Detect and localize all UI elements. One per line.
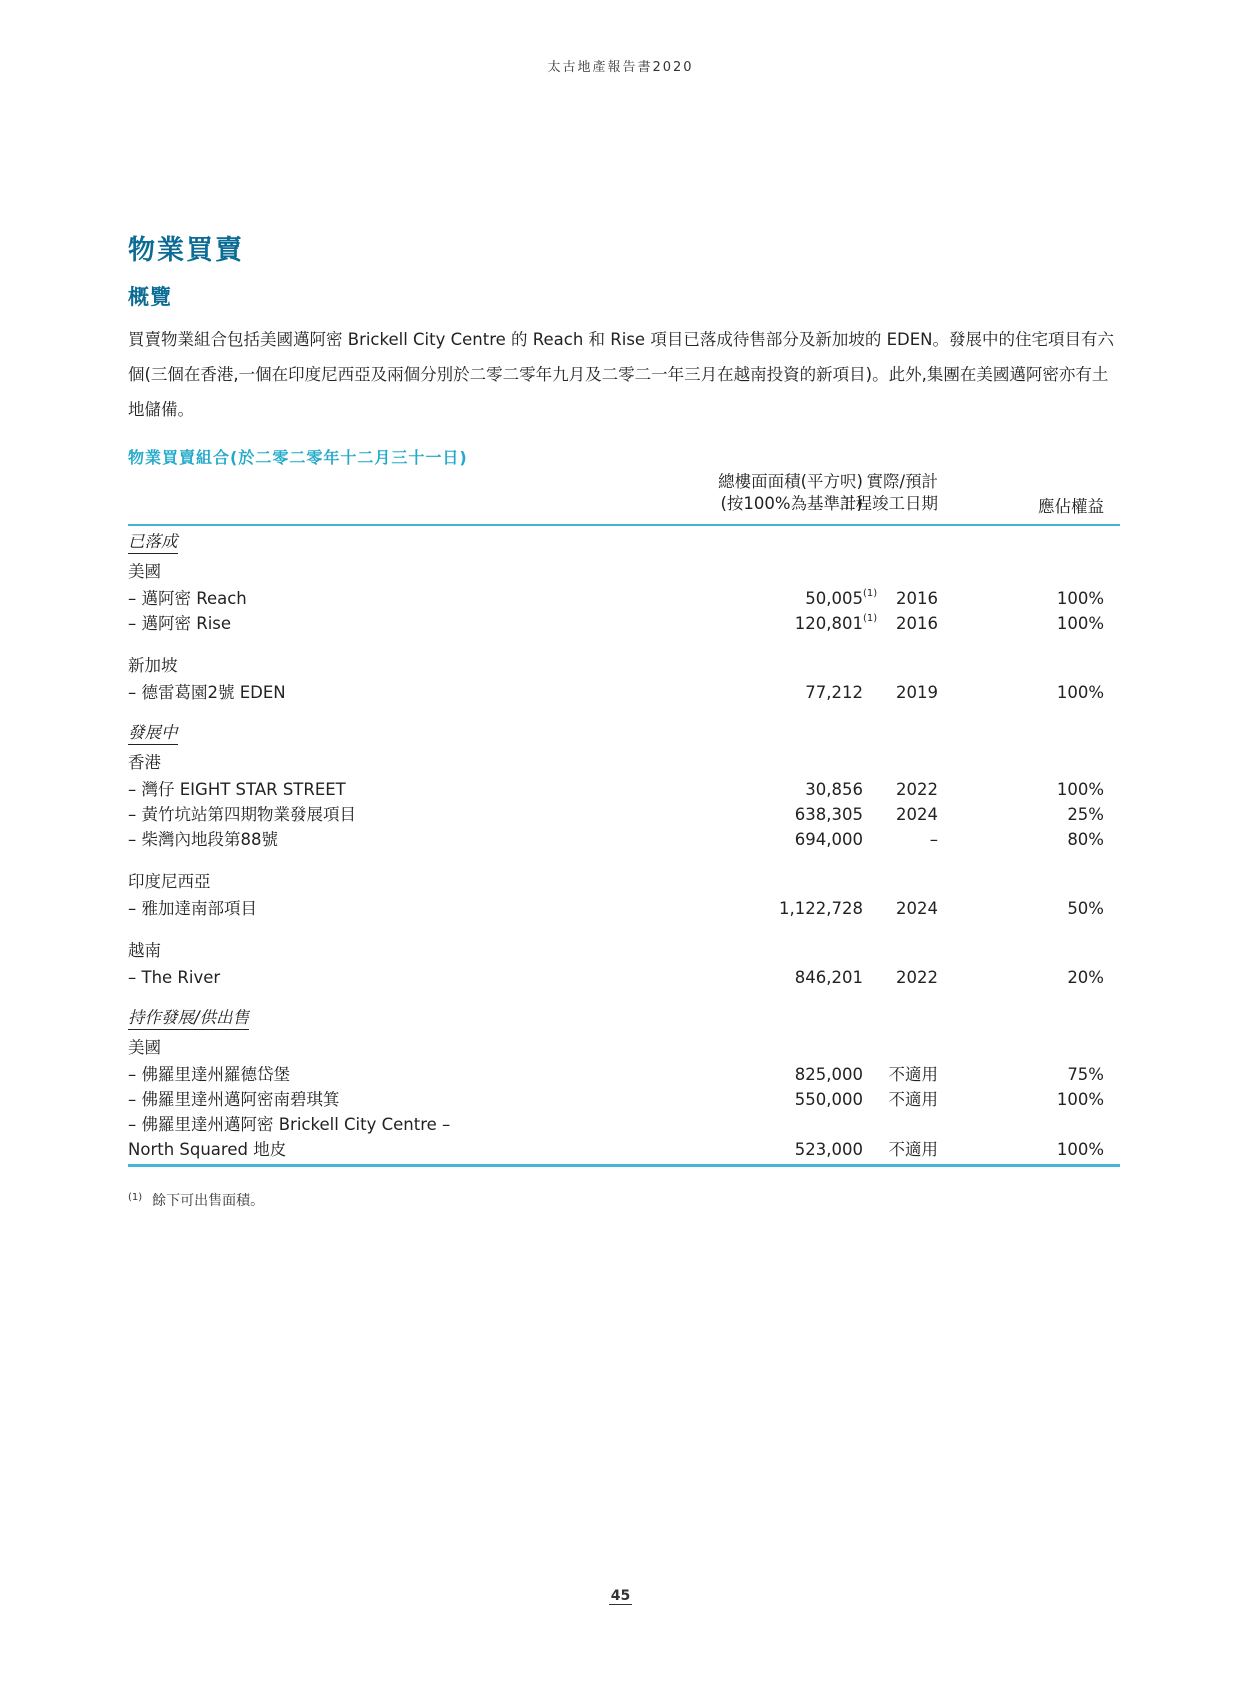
region-name: 新加坡 xyxy=(128,656,178,675)
row-gap xyxy=(128,636,1120,648)
portfolio-table xyxy=(128,471,1120,1167)
group-label-text: 持作發展/供出售 xyxy=(128,1008,249,1030)
footnote-ref: (1) xyxy=(863,613,878,624)
gross-floor-area xyxy=(795,1087,863,1112)
gross-floor-area-value: 50,005 xyxy=(805,589,863,608)
group-label xyxy=(128,526,1120,558)
table-row xyxy=(128,777,1120,802)
table-row xyxy=(128,896,1120,921)
group-label-text: 已落成 xyxy=(128,532,178,554)
gross-floor-area-value: 30,856 xyxy=(805,780,863,799)
gross-floor-area-value: 638,305 xyxy=(794,805,863,824)
completion-date: 不適用 xyxy=(888,1065,938,1084)
table-bottom-rule xyxy=(128,1164,1120,1167)
gross-floor-area-value: 550,000 xyxy=(794,1090,863,1109)
footnote-ref: (1) xyxy=(863,588,878,599)
gross-floor-area xyxy=(795,827,863,852)
completion-date: 2024 xyxy=(896,805,938,824)
gross-floor-area-value: 120,801 xyxy=(794,614,863,633)
completion-date: 2019 xyxy=(896,683,938,702)
completion-date: 不適用 xyxy=(888,1140,938,1159)
gross-floor-area-value: 846,201 xyxy=(794,968,863,987)
property-name: – 柴灣內地段第88號 xyxy=(128,830,278,849)
property-name: – 灣仔 EIGHT STAR STREET xyxy=(128,780,346,799)
property-name: – 邁阿密 Rise xyxy=(128,614,232,633)
completion-date: 2022 xyxy=(896,780,938,799)
table-row xyxy=(128,1062,1120,1087)
gross-floor-area-value: 77,212 xyxy=(805,683,863,702)
attributable-interest: 50% xyxy=(1067,899,1104,918)
property-name: – 佛羅里達州邁阿密 Brickell City Centre – North Squared 地皮 xyxy=(128,1115,451,1159)
property-name: – The River xyxy=(128,968,221,987)
property-name: – 佛羅里達州邁阿密南碧琪箕 xyxy=(128,1090,340,1109)
header-completion-date: 實際/預計 工程竣工日期 xyxy=(839,472,938,513)
completion-date: 2016 xyxy=(896,589,938,608)
group-label-text: 發展中 xyxy=(128,723,178,745)
attributable-interest: 75% xyxy=(1067,1065,1104,1084)
footnote-mark: (1) xyxy=(128,1192,143,1203)
gross-floor-area xyxy=(794,611,878,636)
gross-floor-area xyxy=(795,1062,863,1087)
footnote xyxy=(128,1190,264,1210)
attributable-interest: 20% xyxy=(1067,968,1104,987)
attributable-interest: 100% xyxy=(1056,1090,1104,1109)
table-body xyxy=(128,526,1120,1162)
property-name: – 雅加達南部項目 xyxy=(128,899,257,918)
property-name: – 黃竹坑站第四期物業發展項目 xyxy=(128,805,356,824)
region-name: 越南 xyxy=(128,941,161,960)
completion-date: 2016 xyxy=(896,614,938,633)
table-row xyxy=(128,802,1120,827)
row-gap xyxy=(128,990,1120,1002)
running-header: 太古地產報告書2020 xyxy=(547,60,694,75)
attributable-interest: 80% xyxy=(1067,830,1104,849)
region-name: 印度尼西亞 xyxy=(128,872,211,891)
attributable-interest: 25% xyxy=(1067,805,1104,824)
row-gap xyxy=(128,705,1120,717)
attributable-interest: 100% xyxy=(1056,589,1104,608)
page-number-value: 45 xyxy=(610,1588,631,1604)
region-name: 美國 xyxy=(128,1038,161,1057)
table-row xyxy=(128,965,1120,990)
attributable-interest: 100% xyxy=(1056,683,1104,702)
completion-date: 2024 xyxy=(896,899,938,918)
gross-floor-area xyxy=(805,680,863,705)
gross-floor-area xyxy=(805,777,863,802)
table-row xyxy=(128,586,1120,611)
group-label xyxy=(128,717,1120,749)
gross-floor-area xyxy=(795,802,863,827)
table-row xyxy=(128,680,1120,705)
region-name: 香港 xyxy=(128,753,161,772)
table-header xyxy=(128,471,1120,526)
group-label xyxy=(128,1002,1120,1034)
intro-paragraph: 買賣物業組合包括美國邁阿密 Brickell City Centre 的 Reach 和 Rise 項目已落成待售部分及新加坡的 EDEN。發展中的住宅項目有六個(三個在香港,一個在印度尼西亞及兩個分別於二零二零年九月及二零二一年三月在越南投資的新項目)。此外,集團在美國邁阿密亦有土地儲備。 xyxy=(128,330,1114,419)
completion-date: 不適用 xyxy=(888,1090,938,1109)
gross-floor-area xyxy=(779,896,863,921)
table-row xyxy=(128,611,1120,636)
property-name: – 邁阿密 Reach xyxy=(128,589,247,608)
completion-date: – xyxy=(929,830,938,849)
row-gap xyxy=(128,852,1120,864)
table-row xyxy=(128,1112,1120,1162)
footnote-text: 餘下可出售面積。 xyxy=(152,1193,265,1209)
gross-floor-area xyxy=(795,1137,863,1162)
gross-floor-area xyxy=(795,965,863,990)
gross-floor-area-value: 523,000 xyxy=(794,1140,863,1159)
section-title: 物業買賣 xyxy=(128,235,244,266)
property-name: – 佛羅里達州羅德岱堡 xyxy=(128,1065,290,1084)
header-gross-floor-area: 總樓面面積(平方呎) (按100%為基準計) xyxy=(718,472,863,513)
header-attributable-interest: 應佔權益 xyxy=(1038,497,1104,516)
table-row xyxy=(128,827,1120,852)
attributable-interest: 100% xyxy=(1056,1140,1104,1159)
property-name: – 德雷葛園2號 EDEN xyxy=(128,683,286,702)
gross-floor-area-value: 825,000 xyxy=(794,1065,863,1084)
table-row xyxy=(128,1087,1120,1112)
attributable-interest: 100% xyxy=(1056,614,1104,633)
attributable-interest: 100% xyxy=(1056,780,1104,799)
region-name: 美國 xyxy=(128,562,161,581)
page-number xyxy=(0,1588,1241,1604)
overview-subtitle: 概覽 xyxy=(128,285,172,309)
table-title: 物業買賣組合(於二零二零年十二月三十一日) xyxy=(128,448,468,467)
gross-floor-area xyxy=(805,586,878,611)
completion-date: 2022 xyxy=(896,968,938,987)
gross-floor-area-value: 694,000 xyxy=(794,830,863,849)
row-gap xyxy=(128,921,1120,933)
gross-floor-area-value: 1,122,728 xyxy=(779,899,863,918)
